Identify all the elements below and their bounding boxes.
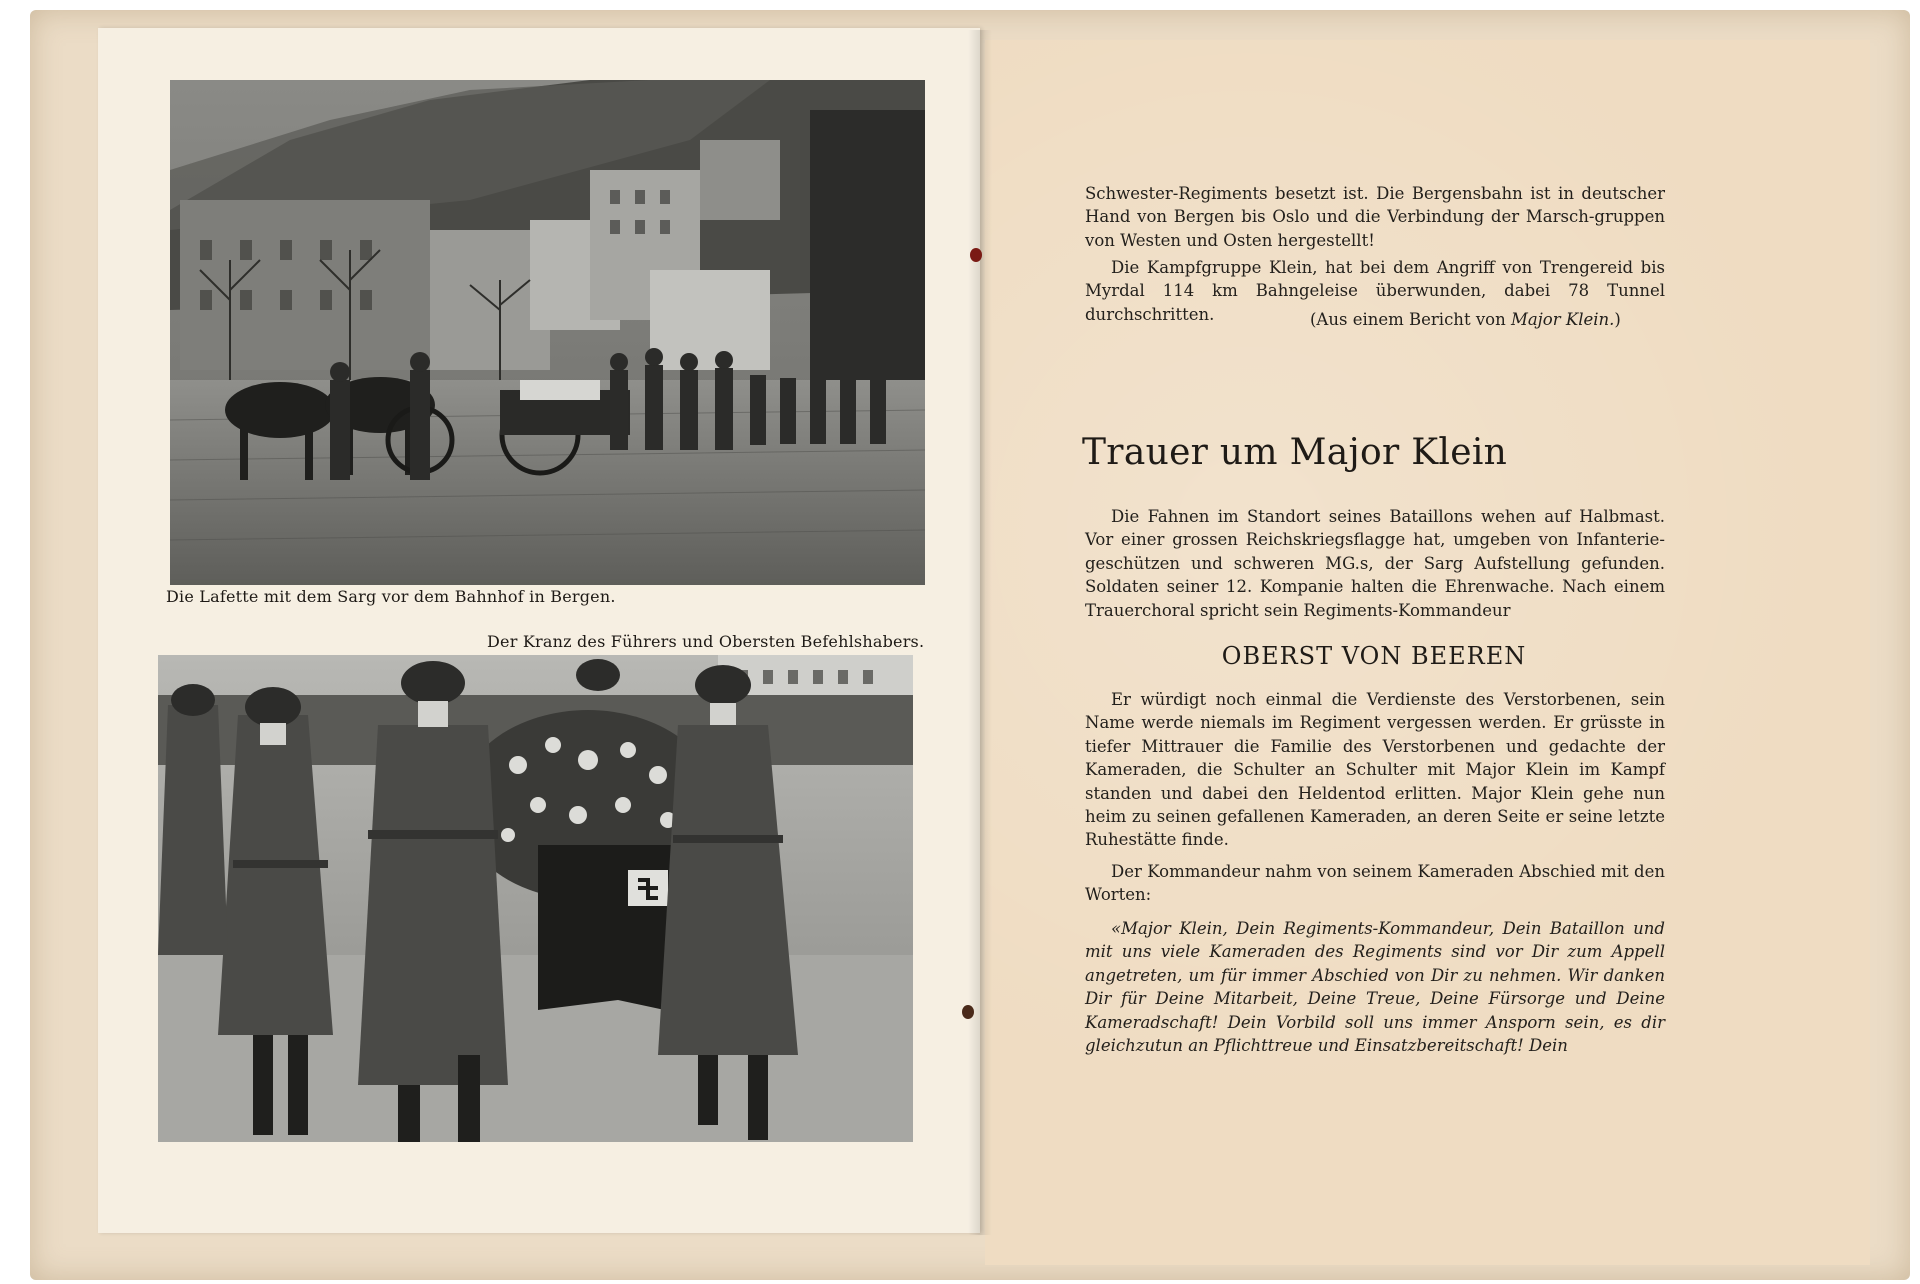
credit-name: Major Klein. (1510, 310, 1615, 329)
photo-wreath-bearers (158, 655, 913, 1142)
intro-paragraph-2: Die Kampfgruppe Klein, hat bei dem Angriff von Trengereid bis Myrdal 114 km Bahngeleise überwunden, dabei 78 Tunnel durchschritten. (1085, 258, 1665, 324)
binding-stitch-bottom (962, 1005, 974, 1019)
intro-paragraph-1: Schwester-Regiments besetzt ist. Die Bergensbahn ist in deutscher Hand von Bergen bis Oslo und die Verbindung der Marsch-gruppen von Westen und Osten hergestellt! (1085, 184, 1665, 250)
page-gutter (968, 30, 992, 1235)
body-paragraph-1: Die Fahnen im Standort seines Bataillons wehen auf Halbmast. Vor einer grossen Reichskriegsflagge hat, umgeben von Infanterie-geschützen und schweren MG.s, der Sarg Aufstellung gefunden. Soldaten seiner 12. Kompanie halten die Ehrenwache. Nach einem Trauerchoral spricht sein Regiments-Kommandeur (1085, 507, 1665, 620)
section-subheading: OBERST VON BEEREN (1221, 642, 1527, 670)
quote-paragraph: «Major Klein, Dein Regiments-Kommandeur, Dein Bataillon und mit uns viele Kameraden des Regiments sind vor Dir zum Appell angetreten, um für immer Abschied von Dir zu nehmen. Wir danken Dir für Deine Mitarbeit, Deine Treue, Deine Fürsorge und Deine Kameradschaft! Dein Vorbild soll uns immer Ansporn sein, es dir gleichzutun an Pflichttreue und Einsatzbereitschaft! Dein (1085, 919, 1665, 1056)
credit-suffix: ) (1614, 310, 1621, 329)
credit-prefix: (Aus einem Bericht von (1310, 310, 1506, 329)
caption-wreath: Der Kranz des Führers und Obersten Befehlshabers. (487, 632, 925, 651)
body-paragraph-2: Er würdigt noch einmal die Verdienste des Verstorbenen, sein Name werde niemals im Regiment vergessen werden. Er grüsste in tiefer Mittrauer die Familie des Verstorbenen und gedachte der Kameraden, die Schulter an Schulter mit Major Klein im Kampf standen und dabei den Heldentod erlitten. Major Klein gehe nun heim zu seinen gefallenen Kameraden, an deren Seite er seine letzte Ruhestätte finde. (1085, 690, 1665, 850)
photo-gun-carriage-procession (170, 80, 925, 585)
body-paragraph-3: Der Kommandeur nahm von seinem Kameraden Abschied mit den Worten: (1085, 862, 1665, 905)
article-heading: Trauer um Major Klein (1082, 432, 1508, 473)
binding-stitch-top (970, 248, 982, 262)
report-credit (1310, 310, 1621, 329)
caption-gun-carriage: Die Lafette mit dem Sarg vor dem Bahnhof in Bergen. (166, 587, 616, 606)
